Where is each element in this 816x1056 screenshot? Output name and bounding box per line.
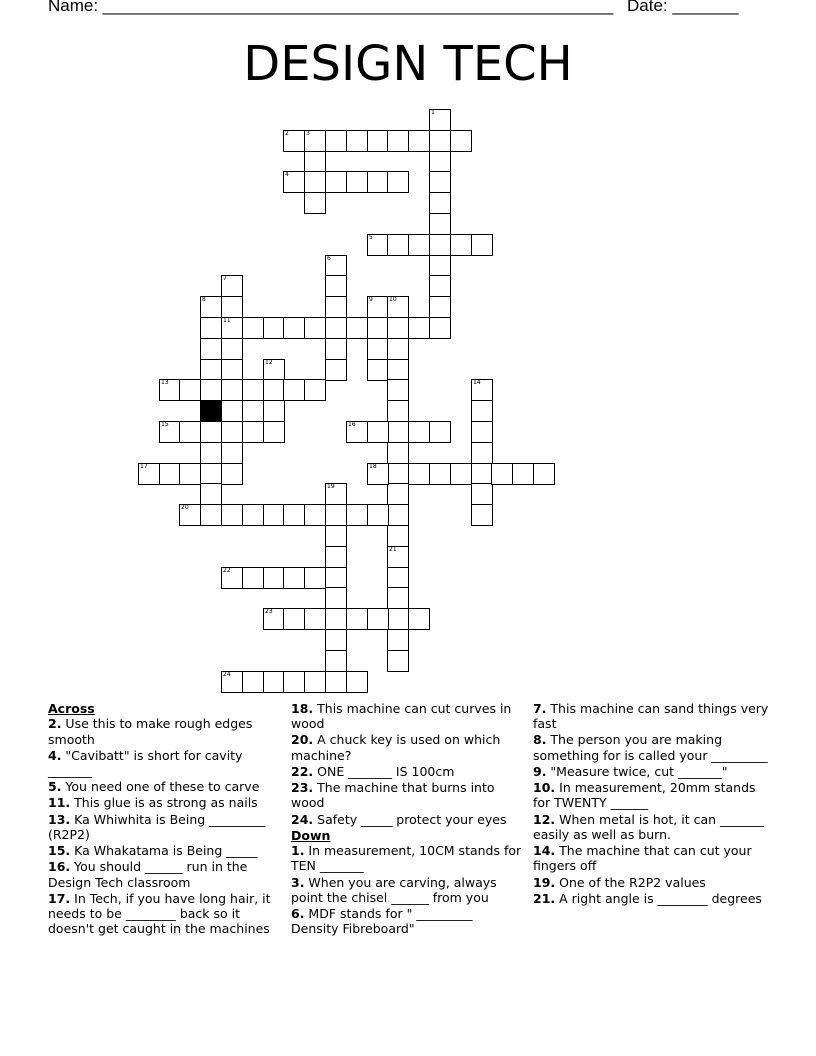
grid-cell[interactable] [200, 421, 222, 443]
clue-text: When you are carving, always point the chisel ______ from you [291, 874, 497, 905]
grid-cell[interactable] [408, 130, 430, 152]
clue-number: 22 [223, 567, 231, 574]
clue-number: 12 [265, 359, 273, 366]
grid-cell[interactable] [263, 379, 285, 401]
grid-cell[interactable] [304, 171, 326, 193]
clue-item [48, 891, 280, 937]
grid-cell[interactable] [471, 421, 493, 443]
grid-cell[interactable] [387, 567, 409, 589]
clue-number-label: 12. [533, 811, 556, 827]
grid-cell[interactable] [387, 546, 409, 568]
clue-number-label: 3. [291, 874, 305, 890]
clue-text: The machine that can cut your fingers off [533, 843, 752, 874]
grid-cell[interactable] [408, 234, 430, 256]
grid-cell[interactable] [283, 567, 305, 589]
clue-item [533, 732, 769, 763]
grid-cell[interactable] [325, 671, 347, 693]
grid-cell[interactable] [221, 338, 243, 360]
grid-cell[interactable] [450, 463, 472, 485]
grid-cell[interactable] [221, 463, 243, 485]
clue-number-label: 11. [48, 795, 71, 811]
grid-cell[interactable] [429, 463, 451, 485]
grid-cell[interactable] [367, 608, 389, 630]
clue-item [291, 764, 523, 779]
name-field[interactable]: Name: ______________________________________________________ [48, 0, 614, 15]
clue-item [533, 780, 769, 811]
clue-number: 6 [327, 255, 331, 262]
grid-cell[interactable] [367, 338, 389, 360]
clue-number-label: 19. [533, 874, 556, 890]
clue-number-label: 4. [48, 747, 62, 763]
grid-cell[interactable] [429, 151, 451, 173]
clue-number: 7 [223, 275, 227, 282]
clue-number: 15 [161, 421, 169, 428]
grid-cell[interactable] [325, 171, 347, 193]
grid-cell[interactable] [471, 463, 493, 485]
grid-cell[interactable] [387, 171, 409, 193]
grid-cell[interactable] [200, 504, 222, 526]
grid-cell[interactable] [221, 296, 243, 318]
grid-cell[interactable] [387, 379, 409, 401]
grid-cell[interactable] [200, 359, 222, 381]
grid-cell[interactable] [325, 587, 347, 609]
grid-cell[interactable] [325, 504, 347, 526]
clue-number: 19 [327, 483, 335, 490]
clue-text: This machine can sand things very fast [533, 701, 769, 732]
grid-cell[interactable] [367, 234, 389, 256]
grid-cell[interactable] [429, 192, 451, 214]
grid-cell[interactable] [325, 359, 347, 381]
grid-cell[interactable] [387, 338, 409, 360]
grid-cell[interactable] [283, 504, 305, 526]
grid-cell[interactable] [387, 525, 409, 547]
grid-cell[interactable] [304, 151, 326, 173]
clue-text: A chuck key is used on which machine? [291, 732, 501, 763]
clue-item [291, 732, 523, 763]
grid-cell[interactable] [387, 234, 409, 256]
grid-cell[interactable] [221, 379, 243, 401]
clue-number-label: 21. [533, 890, 556, 906]
clue-text: Use this to make rough edges smooth [48, 716, 253, 747]
grid-cell[interactable] [159, 463, 181, 485]
grid-cell[interactable] [346, 671, 368, 693]
clue-number: 9 [369, 296, 373, 303]
grid-cell[interactable] [387, 483, 409, 505]
grid-cell[interactable] [242, 317, 264, 339]
grid-cell[interactable] [346, 504, 368, 526]
grid-cell[interactable] [325, 629, 347, 651]
clue-number-label: 10. [533, 780, 556, 796]
grid-cell[interactable] [387, 629, 409, 651]
clue-text: In measurement, 20mm stands for TWENTY ______ [533, 780, 756, 811]
clue-number: 16 [348, 421, 356, 428]
grid-cell[interactable] [283, 130, 305, 152]
grid-cell[interactable] [242, 379, 264, 401]
grid-cell[interactable] [325, 275, 347, 297]
clue-item [533, 812, 769, 843]
grid-cell[interactable] [283, 608, 305, 630]
clue-text: A right angle is ________ degrees [555, 890, 762, 906]
grid-cell[interactable] [263, 671, 285, 693]
date-field[interactable]: Date: _______ [627, 0, 739, 15]
grid-cell[interactable] [242, 671, 264, 693]
grid-cell[interactable] [283, 379, 305, 401]
grid-cell[interactable] [325, 525, 347, 547]
grid-cell[interactable] [179, 421, 201, 443]
clue-item [48, 748, 280, 779]
clue-number: 5 [369, 234, 373, 241]
grid-cell[interactable] [367, 317, 389, 339]
grid-cell[interactable] [346, 317, 368, 339]
grid-cell[interactable] [200, 296, 222, 318]
clue-text: In Tech, if you have long hair, it needs to be ________ back so it doesn't get caught in the machines [48, 890, 271, 937]
grid-cell[interactable] [221, 317, 243, 339]
clue-text: ONE _______ IS 100cm [313, 763, 455, 779]
grid-cell[interactable] [325, 338, 347, 360]
grid-cell[interactable] [159, 421, 181, 443]
clue-text: "Cavibatt" is short for cavity _______ [48, 747, 243, 779]
grid-cell[interactable] [429, 317, 451, 339]
grid-cell[interactable] [304, 608, 326, 630]
grid-cell[interactable] [387, 442, 409, 464]
clue-text: In measurement, 10CM stands for TEN _______ [291, 843, 522, 874]
grid-cell[interactable] [429, 234, 451, 256]
grid-cell[interactable] [304, 671, 326, 693]
grid-cell[interactable] [429, 255, 451, 277]
clue-number-label: 8. [533, 732, 547, 748]
grid-cell[interactable] [325, 567, 347, 589]
clue-text: You need one of these to carve [61, 779, 260, 795]
grid-cell[interactable] [429, 275, 451, 297]
clue-item [533, 764, 769, 779]
grid-cell[interactable] [533, 463, 555, 485]
grid-cell[interactable] [304, 192, 326, 214]
grid-cell[interactable] [221, 442, 243, 464]
clue-text: Safety _____ protect your eyes [313, 811, 507, 827]
grid-cell[interactable] [429, 421, 451, 443]
clue-number: 8 [202, 296, 206, 303]
grid-cell[interactable] [200, 338, 222, 360]
clue-number-label: 20. [291, 732, 314, 748]
grid-cell[interactable] [408, 608, 430, 630]
clue-number-label: 23. [291, 780, 314, 796]
grid-cell[interactable] [283, 171, 305, 193]
grid-cell[interactable] [387, 317, 409, 339]
grid-cell[interactable] [304, 504, 326, 526]
grid-cell[interactable] [325, 608, 347, 630]
grid-cell[interactable] [346, 130, 368, 152]
grid-cell[interactable] [263, 359, 285, 381]
clue-number: 23 [265, 608, 273, 615]
clue-item [291, 812, 523, 827]
clue-text: Ka Whiwhita is Being _________ (R2P2) [48, 811, 266, 842]
grid-cell[interactable] [450, 130, 472, 152]
grid-cell[interactable] [471, 504, 493, 526]
clue-item [533, 891, 769, 906]
grid-cell[interactable] [263, 567, 285, 589]
grid-cell[interactable] [387, 650, 409, 672]
grid-cell[interactable] [408, 421, 430, 443]
grid-cell[interactable] [471, 400, 493, 422]
clue-number-label: 18. [291, 701, 314, 716]
grid-cell[interactable] [367, 504, 389, 526]
grid-cell[interactable] [304, 567, 326, 589]
grid-cell[interactable] [429, 296, 451, 318]
grid-cell[interactable] [263, 608, 285, 630]
grid-cell[interactable] [387, 130, 409, 152]
clue-text: This machine can cut curves in wood [291, 701, 512, 732]
clues-section-heading: Across [48, 701, 95, 716]
clue-number-label: 1. [291, 843, 305, 859]
grid-cell[interactable] [408, 463, 430, 485]
clue-item [48, 716, 280, 747]
grid-cell[interactable] [471, 483, 493, 505]
grid-cell[interactable] [471, 234, 493, 256]
grid-cell[interactable] [283, 671, 305, 693]
grid-cell[interactable] [429, 109, 451, 131]
clue-number-label: 2. [48, 716, 62, 732]
grid-cell[interactable] [325, 650, 347, 672]
grid-cell[interactable] [512, 463, 534, 485]
grid-cell[interactable] [200, 442, 222, 464]
grid-cell[interactable] [242, 504, 264, 526]
clue-number-label: 7. [533, 701, 547, 716]
grid-cell[interactable] [367, 359, 389, 381]
grid-cell[interactable] [325, 317, 347, 339]
grid-cell[interactable] [263, 400, 285, 422]
grid-cell[interactable] [138, 463, 160, 485]
clues-column-3 [533, 701, 769, 907]
clue-text: You should ______ run in the Design Tech classroom [48, 859, 248, 890]
clues-column-2 [291, 701, 523, 938]
clue-number: 18 [369, 463, 377, 470]
grid-cell[interactable] [221, 504, 243, 526]
grid-cell[interactable] [304, 317, 326, 339]
grid-cell[interactable] [200, 463, 222, 485]
grid-cell[interactable] [367, 296, 389, 318]
grid-cell[interactable] [450, 234, 472, 256]
clue-number: 20 [181, 504, 189, 511]
grid-cell[interactable] [387, 504, 409, 526]
grid-cell[interactable] [200, 379, 222, 401]
grid-cell[interactable] [179, 379, 201, 401]
page-title: DESIGN TECH [243, 36, 573, 92]
grid-cell[interactable] [491, 463, 513, 485]
clue-number-label: 14. [533, 843, 556, 859]
grid-cell[interactable] [346, 421, 368, 443]
clue-number: 13 [161, 379, 169, 386]
grid-cell[interactable] [387, 421, 409, 443]
grid-cell[interactable] [283, 317, 305, 339]
grid-cell[interactable] [325, 130, 347, 152]
clue-item [48, 795, 280, 810]
clue-number-label: 5. [48, 779, 62, 795]
clue-number: 1 [431, 109, 435, 116]
clue-item [291, 780, 523, 811]
grid-cell[interactable] [263, 504, 285, 526]
clue-number-label: 16. [48, 859, 71, 875]
grid-cell[interactable] [159, 379, 181, 401]
clue-number-label: 24. [291, 811, 314, 827]
clue-text: The person you are making something for is called your _________ [533, 732, 768, 763]
clue-text: MDF stands for " _________ Density Fibreboard" [291, 906, 473, 937]
grid-cell[interactable] [263, 421, 285, 443]
clue-number-label: 22. [291, 763, 314, 779]
grid-cell[interactable] [221, 421, 243, 443]
grid-cell[interactable] [429, 171, 451, 193]
black-cell [200, 400, 222, 422]
grid-cell[interactable] [221, 359, 243, 381]
grid-cell[interactable] [242, 567, 264, 589]
grid-cell[interactable] [179, 463, 201, 485]
grid-cell[interactable] [367, 463, 389, 485]
clue-text: This glue is as strong as nails [70, 795, 258, 811]
grid-cell[interactable] [471, 442, 493, 464]
clue-number-label: 6. [291, 906, 305, 922]
clue-number: 14 [473, 379, 481, 386]
clue-item [533, 701, 769, 732]
clues-section-heading: Down [291, 827, 331, 843]
grid-cell[interactable] [221, 671, 243, 693]
grid-cell[interactable] [408, 317, 430, 339]
grid-cell[interactable] [325, 546, 347, 568]
clue-number: 10 [389, 296, 397, 303]
clue-text: Ka Whakatama is Being _____ [70, 843, 258, 859]
grid-cell[interactable] [325, 296, 347, 318]
grid-cell[interactable] [263, 317, 285, 339]
clue-number: 3 [306, 130, 310, 137]
grid-cell[interactable] [304, 130, 326, 152]
clue-item [533, 875, 769, 890]
clue-number-label: 9. [533, 763, 547, 779]
grid-cell[interactable] [387, 296, 409, 318]
grid-cell[interactable] [221, 400, 243, 422]
grid-cell[interactable] [429, 213, 451, 235]
clue-number-label: 17. [48, 890, 71, 906]
clue-item [48, 779, 280, 794]
clue-text: The machine that burns into wood [291, 780, 495, 811]
clue-item [291, 875, 523, 906]
clue-item [533, 843, 769, 874]
grid-cell[interactable] [221, 275, 243, 297]
clue-number: 2 [285, 130, 289, 137]
grid-cell[interactable] [304, 379, 326, 401]
grid-cell[interactable] [367, 171, 389, 193]
grid-cell[interactable] [221, 567, 243, 589]
grid-cell[interactable] [387, 359, 409, 381]
clue-number: 11 [223, 317, 231, 324]
grid-cell[interactable] [387, 608, 409, 630]
grid-cell[interactable] [471, 379, 493, 401]
clue-text: "Measure twice, cut _______" [546, 763, 728, 779]
grid-cell[interactable] [387, 463, 409, 485]
clue-number: 24 [223, 671, 231, 678]
clue-number-label: 15. [48, 843, 71, 859]
grid-cell[interactable] [387, 587, 409, 609]
clues-column-1 [48, 701, 280, 938]
grid-cell[interactable] [367, 130, 389, 152]
grid-cell[interactable] [325, 483, 347, 505]
grid-cell[interactable] [346, 171, 368, 193]
grid-cell[interactable] [387, 400, 409, 422]
clue-number: 4 [285, 171, 289, 178]
clue-text: When metal is hot, it can _______ easily as well as burn. [533, 811, 764, 842]
grid-cell[interactable] [325, 255, 347, 277]
grid-cell[interactable] [367, 421, 389, 443]
grid-cell[interactable] [242, 421, 264, 443]
grid-cell[interactable] [200, 483, 222, 505]
clue-item [291, 843, 523, 874]
grid-cell[interactable] [200, 317, 222, 339]
clue-text: One of the R2P2 values [555, 874, 706, 890]
clue-number-label: 13. [48, 811, 71, 827]
grid-cell[interactable] [179, 504, 201, 526]
grid-cell[interactable] [346, 608, 368, 630]
clue-number: 21 [389, 546, 397, 553]
grid-cell[interactable] [429, 130, 451, 152]
clue-item [48, 812, 280, 843]
clue-item [48, 859, 280, 890]
clue-item [291, 906, 523, 937]
clue-number: 17 [140, 463, 148, 470]
clue-item [48, 843, 280, 858]
clue-item [291, 701, 523, 732]
